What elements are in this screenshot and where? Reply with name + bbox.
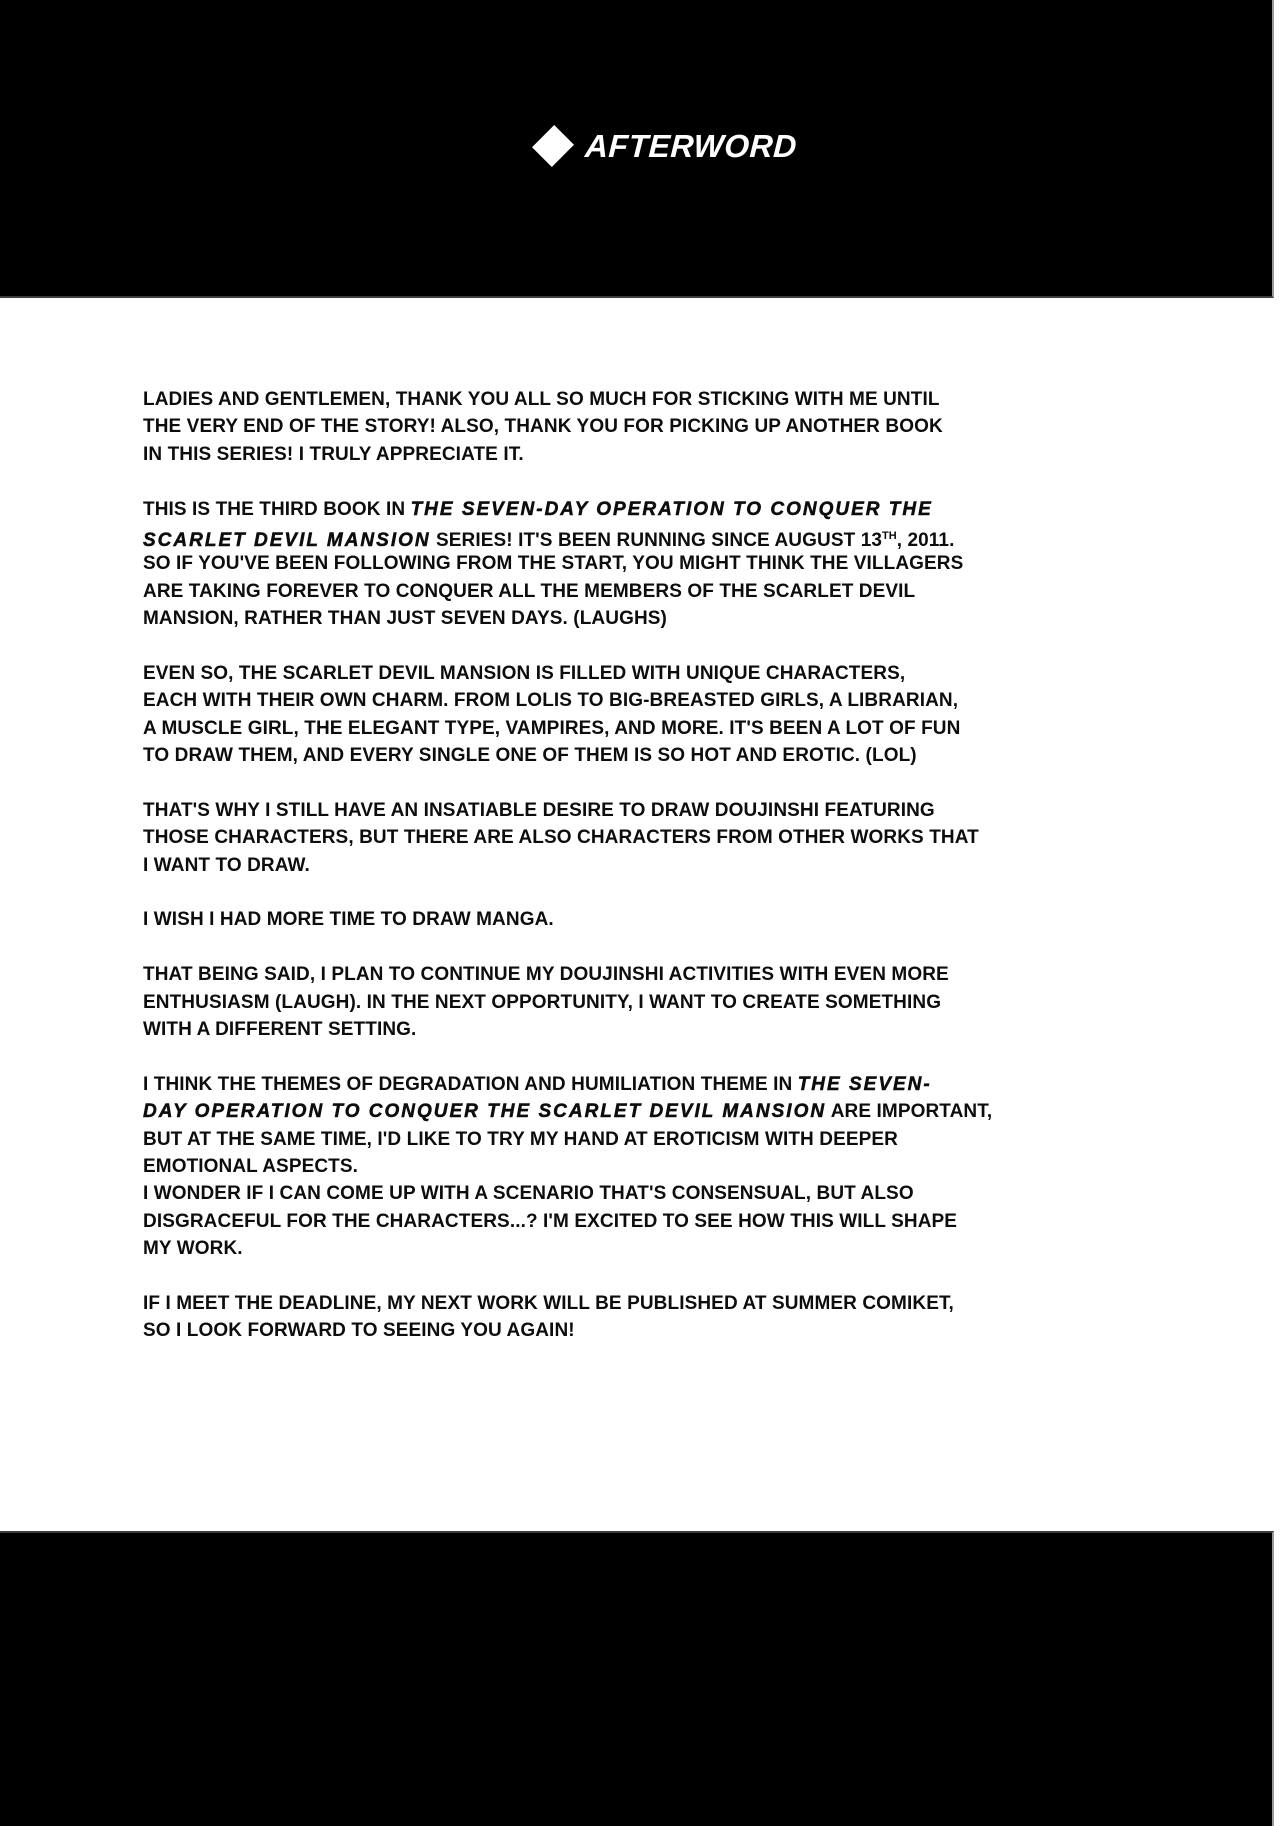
text-segment: , 2011. — [896, 529, 955, 551]
afterword-heading — [532, 123, 797, 169]
text-segment: EACH WITH THEIR OWN CHARM. FROM LOLIS TO BIG-BREASTED GIRLS, A LIBRARIAN, — [143, 690, 959, 712]
diamond-icon — [532, 125, 574, 167]
text-line — [143, 496, 992, 523]
text-segment: THAT BEING SAID, I PLAN TO CONTINUE MY DOUJINSHI ACTIVITIES WITH EVEN MORE — [143, 964, 949, 986]
text-line — [143, 824, 992, 851]
text-line — [143, 1317, 992, 1344]
text-line — [143, 797, 992, 824]
text-segment: ARE TAKING FOREVER TO CONQUER ALL THE MEMBERS OF THE SCARLET DEVIL — [143, 580, 916, 602]
series-title-segment: THE SEVEN-DAY OPERATION TO CONQUER THE — [410, 498, 933, 520]
text-line — [143, 1235, 992, 1262]
series-title-segment: THE SEVEN- — [797, 1073, 932, 1095]
page-title: AFTERWORD — [584, 127, 798, 164]
text-line — [143, 578, 992, 605]
text-segment: THAT'S WHY I STILL HAVE AN INSATIABLE DESIRE TO DRAW DOUJINSHI FEATURING — [143, 799, 935, 821]
text-segment: IF I MEET THE DEADLINE, MY NEXT WORK WILL BE PUBLISHED AT SUMMER COMIKET, — [143, 1292, 954, 1314]
text-segment: SERIES! IT'S BEEN RUNNING SINCE AUGUST 13 — [430, 529, 883, 551]
text-line — [143, 523, 992, 550]
text-line — [143, 386, 992, 413]
text-segment: TO DRAW THEM, AND EVERY SINGLE ONE OF THEM IS SO HOT AND EROTIC. (LOL) — [143, 745, 917, 767]
text-line — [143, 1180, 992, 1207]
text-segment: THOSE CHARACTERS, BUT THERE ARE ALSO CHARACTERS FROM OTHER WORKS THAT — [143, 827, 979, 849]
text-line — [143, 1290, 992, 1317]
text-line — [143, 852, 992, 879]
text-line — [143, 605, 992, 632]
text-line — [143, 1098, 992, 1125]
paragraph — [143, 906, 992, 933]
paragraph — [143, 660, 992, 770]
text-segment: I WONDER IF I CAN COME UP WITH A SCENARIO THAT'S CONSENSUAL, BUT ALSO — [143, 1183, 914, 1205]
text-line — [143, 1153, 992, 1180]
text-segment: THE VERY END OF THE STORY! ALSO, THANK YOU FOR PICKING UP ANOTHER BOOK — [143, 416, 943, 438]
text-segment: IN THIS SERIES! I TRULY APPRECIATE IT. — [143, 443, 524, 465]
bottom-black-banner — [0, 1531, 1274, 1826]
series-title-segment: DAY OPERATION TO CONQUER THE SCARLET DEVIL MANSION — [143, 1101, 827, 1123]
text-segment: I THINK THE THEMES OF DEGRADATION AND HUMILIATION THEME IN — [143, 1073, 798, 1095]
text-line — [143, 989, 992, 1016]
text-segment: ENTHUSIASM (LAUGH). IN THE NEXT OPPORTUNITY, I WANT TO CREATE SOMETHING — [143, 991, 942, 1013]
text-line — [143, 1016, 992, 1043]
text-segment: SO IF YOU'VE BEEN FOLLOWING FROM THE START, YOU MIGHT THINK THE VILLAGERS — [143, 553, 964, 575]
series-title-segment: SCARLET DEVIL MANSION — [143, 529, 431, 551]
paragraph — [143, 386, 992, 468]
text-segment: I WISH I HAD MORE TIME TO DRAW MANGA. — [143, 909, 554, 931]
text-line — [143, 1126, 992, 1153]
text-line — [143, 441, 992, 468]
text-segment: EVEN SO, THE SCARLET DEVIL MANSION IS FILLED WITH UNIQUE CHARACTERS, — [143, 662, 906, 684]
afterword-body-text — [143, 386, 992, 1345]
paragraph — [143, 496, 992, 633]
text-segment: DISGRACEFUL FOR THE CHARACTERS...? I'M EXCITED TO SEE HOW THIS WILL SHAPE — [143, 1210, 958, 1232]
top-black-banner — [0, 0, 1274, 298]
text-line — [143, 1071, 992, 1098]
text-segment: MY WORK. — [143, 1238, 243, 1260]
text-segment: EMOTIONAL ASPECTS. — [143, 1155, 359, 1177]
paragraph — [143, 797, 992, 879]
text-segment: THIS IS THE THIRD BOOK IN — [143, 498, 411, 520]
text-segment: TH — [882, 529, 897, 542]
text-line — [143, 413, 992, 440]
text-segment: BUT AT THE SAME TIME, I'D LIKE TO TRY MY HAND AT EROTICISM WITH DEEPER — [143, 1128, 898, 1150]
text-line — [143, 906, 992, 933]
text-line — [143, 1208, 992, 1235]
text-segment: SO I LOOK FORWARD TO SEEING YOU AGAIN! — [143, 1320, 575, 1342]
text-line — [143, 961, 992, 988]
text-segment: A MUSCLE GIRL, THE ELEGANT TYPE, VAMPIRES, AND MORE. IT'S BEEN A LOT OF FUN — [143, 717, 961, 739]
paragraph — [143, 1071, 992, 1263]
text-line — [143, 742, 992, 769]
text-line — [143, 660, 992, 687]
text-segment: ARE IMPORTANT, — [826, 1101, 993, 1123]
text-line — [143, 687, 992, 714]
text-line — [143, 550, 992, 577]
text-segment: MANSION, RATHER THAN JUST SEVEN DAYS. (LAUGHS) — [143, 608, 667, 630]
text-segment: LADIES AND GENTLEMEN, THANK YOU ALL SO MUCH FOR STICKING WITH ME UNTIL — [143, 389, 940, 410]
text-segment: I WANT TO DRAW. — [143, 854, 310, 876]
text-segment: WITH A DIFFERENT SETTING. — [143, 1018, 417, 1040]
text-line — [143, 715, 992, 742]
paragraph — [143, 1290, 992, 1345]
paragraph — [143, 961, 992, 1043]
